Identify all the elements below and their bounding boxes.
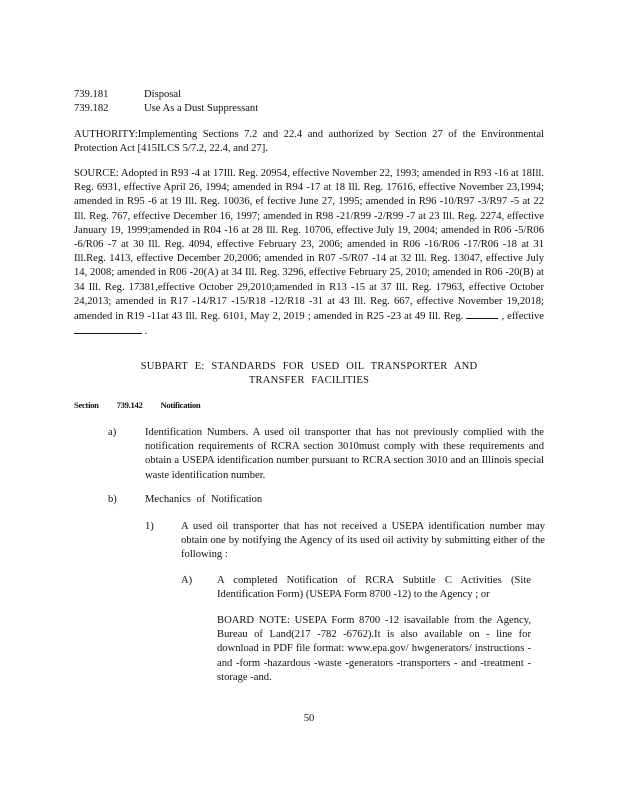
item-label-bA: A)	[181, 575, 193, 586]
toc-section-title: Disposal	[144, 89, 182, 100]
source-effective-label: , effective	[501, 311, 544, 323]
section-label: Section	[74, 400, 99, 410]
board-note: BOARD NOTE: USEPA Form 8700 -12 isavailable from the Agency, Bureau of Land(217 -782 -6762).It is also available on - line for download in PDF file format: www.epa.gov/ hwgenerators/ instructions -and -form -hazardous -waste -generators -transporters - and -treatment -storage -and.	[217, 615, 531, 683]
item-label-a: a)	[108, 427, 117, 438]
subpart-heading-line1: SUBPART E: STANDARDS FOR USED OIL TRANSPORTER AND	[140, 361, 478, 372]
authority-note: AUTHORITY:Implementing Sections 7.2 and 22.4 and authorized by Section 27 of the Environmental Protection Act [415ILCS 5/7.2, 22.4, and 27].	[74, 129, 544, 155]
page-number: 50	[303, 713, 315, 724]
toc-section-title: Use As a Dust Suppressant	[144, 103, 259, 114]
item-text-b1: A used oil transporter that has not received a USEPA identification number may obtain one by notifying the Agency of its used oil activity by submitting either of the following :	[181, 521, 545, 561]
toc-entry	[74, 102, 258, 116]
toc-section-number: 739.181	[74, 89, 109, 100]
section-heading	[74, 398, 218, 412]
source-note: SOURCE: Adopted in R93 -4 at 17Ill. Reg. 20954, effective November 22, 1993; amended in R93 -16 at 18Ill. Reg. 6931, effective April 26, 1994; amended in R94 -17 at 18 Ill. Reg. 17616, effective November 23,1994; amended in R95 -6 at 19 Ill. Reg. 10036, ef fective June 27, 1995; amended in R96 -10/R97 -3/R97 -5 at 22 Ill. Reg. 767, effective December 16, 1997; amended in R98 -21/R99 -2/R99 -7 at 23 Ill. Reg. 2274, effective January 19, 1999;amended in R04 -16 at 28 Ill. Reg. 10706, effective July 19, 2004; amended in R06 -5/R06 -6/R06 -7 at 30 Ill. Reg. 4094, effective February 23, 2006; amended in R06 -16/R06 -17/R06 -18 at 31 Ill.Reg. 1413, effective December 20,2006; amended in R07 -5/R07 -14 at 32 Ill. Reg. 13047, effective July 14, 2008; amended in R06 -20(A) at 34 Ill. Reg. 3296, effective February 25, 2010; amended in R06 -20(B) at 34 Ill. Reg. 17381,effective October 29,2010;amended in R13 -15 at 37 Ill. Reg. 17963, effective October 24,2013; amended in R17 -14/R17 -15/R18 -12/R18 -31 at 43 Ill. Reg. 667, effective November 19,2018; amended in R19 -11at 43 Ill. Reg. 6101, May 2, 2019 ; amended in R25 -23 at 49 Ill. Reg. , effective .	[74, 168, 544, 338]
item-text-bA: A completed Notification of RCRA Subtitle C Activities (Site Identification Form) (USEPA Form 8700 -12) to the Agency ; or	[217, 575, 531, 601]
subpart-heading-line2: TRANSFER FACILITIES	[248, 375, 370, 386]
item-text-b: Mechanics of Notification	[145, 494, 263, 505]
toc-entry	[74, 88, 181, 102]
item-text-a: Identification Numbers. A used oil transporter that has not previously complied with the notification requirements of RCRA section 3010must comply with these requirements and obtain a USEPA identification number pursuant to RCRA section 3010 and an Illinois special waste identification number.	[145, 427, 544, 481]
section-title: Notification	[160, 400, 201, 410]
source-text: SOURCE: Adopted in R93 -4 at 17Ill. Reg. 20954, effective November 22, 1993; amended in R93 -16 at 18Ill. Reg. 6931, effective April 26, 1994; amended in R94 -17 at 18 Ill. Reg. 17616, effective November 23,1994; amended in R95 -6 at 19 Ill. Reg. 10036, ef fective June 27, 1995; amended in R96 -10/R97 -3/R97 -5 at 22 Ill. Reg. 767, effective December 16, 1997; amended in R98 -21/R99 -2/R99 -7 at 23 Ill. Reg. 2274, effective January 19, 1999;amended in R04 -16 at 28 Ill. Reg. 10706, effective July 19, 2004; amended in R06 -5/R06 -6/R06 -7 at 30 Ill. Reg. 4094, effective February 23, 2006; amended in R06 -16/R06 -17/R06 -18 at 31 Ill.Reg. 1413, effective December 20,2006; amended in R07 -5/R07 -14 at 32 Ill. Reg. 13047, effective July 14, 2008; amended in R06 -20(A) at 34 Ill. Reg. 3296, effective February 25, 2010; amended in R06 -20(B) at 34 Ill. Reg. 17381,effective October 29,2010;amended in R13 -15 at 37 Ill. Reg. 17963, effective October 24,2013; amended in R17 -14/R17 -15/R18 -12/R18 -31 at 43 Ill. Reg. 667, effective November 19,2018; amended in R19 -11at 43 Ill. Reg. 6101, May 2, 2019 ; amended in R25 -23 at 49 Ill. Reg.	[74, 168, 544, 323]
item-label-b1: 1)	[145, 521, 154, 532]
section-number: 739.142	[116, 400, 143, 410]
toc-section-number: 739.182	[74, 103, 109, 114]
item-label-b: b)	[108, 494, 117, 505]
blank-line	[74, 324, 142, 334]
blank-line	[466, 309, 498, 319]
